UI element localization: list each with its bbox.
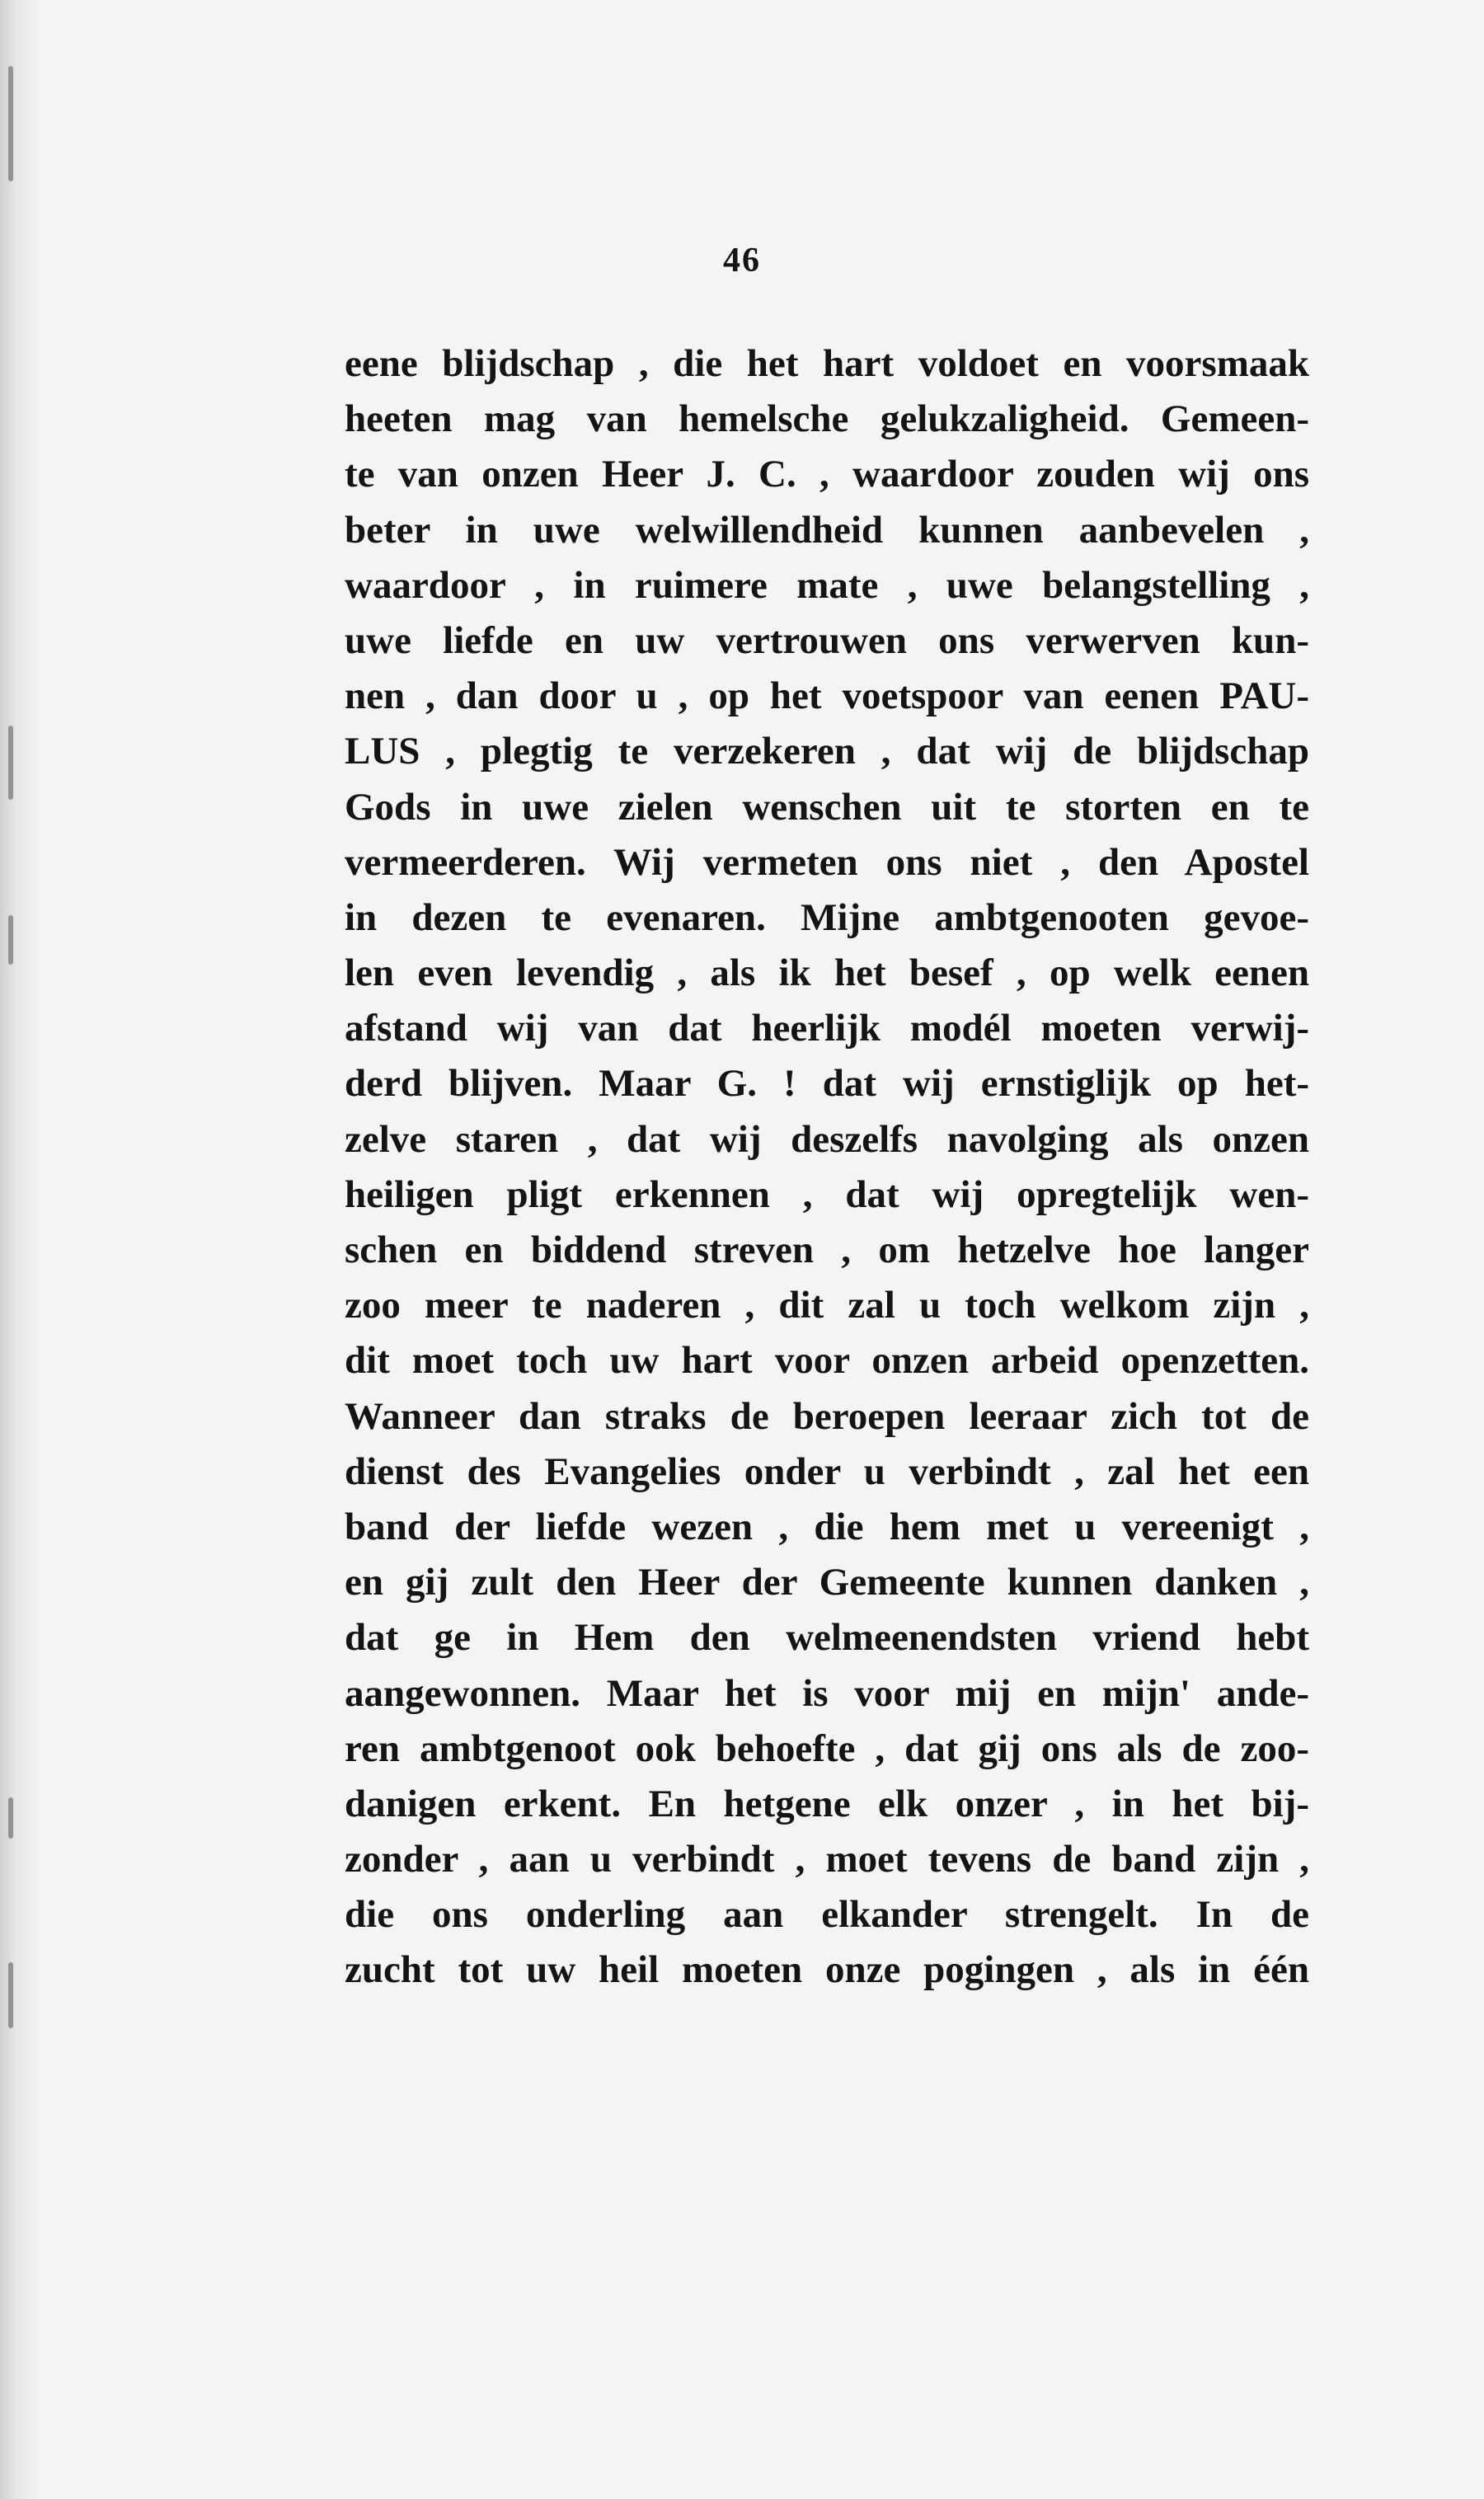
text-line: dienst des Evangelies onder u verbindt , zal het een — [345, 1449, 1309, 1493]
text-line: eene blijdschap , die het hart voldoet en voorsmaak — [345, 342, 1309, 385]
text-line: waardoor , in ruimere mate , uwe belangstelling , — [345, 563, 1309, 607]
binding-mark — [8, 915, 13, 965]
body-text — [345, 336, 1309, 1999]
text-line: dat ge in Hem den welmeenendsten vriend hebt — [345, 1616, 1309, 1660]
text-line: aangewonnen. Maar het is voor mij en mijn' ande- — [345, 1671, 1309, 1715]
text-line: te van onzen Heer J. C. , waardoor zouden wij ons — [345, 453, 1309, 496]
page-number: 46 — [723, 242, 761, 279]
text-line: in dezen te evenaren. Mijne ambtgenooten gevoe- — [345, 895, 1309, 939]
text-line: band der liefde wezen , die hem met u vereenigt , — [345, 1505, 1309, 1548]
text-line: die ons onderling aan elkander strengelt. In de — [345, 1893, 1309, 1937]
text-line: afstand wij van dat heerlijk modél moeten verwij- — [345, 1007, 1309, 1050]
text-line: zelve staren , dat wij deszelfs navolging als onzen — [345, 1117, 1309, 1161]
text-line: beter in uwe welwillendheid kunnen aanbevelen , — [345, 508, 1309, 552]
page-binding-edge — [0, 0, 40, 2499]
text-line: zucht tot uw heil moeten onze pogingen , als in één — [345, 1948, 1309, 1992]
binding-mark — [8, 1962, 13, 2028]
binding-mark — [8, 66, 13, 181]
text-line: nen , dan door u , op het voetspoor van eenen PAU- — [345, 674, 1309, 718]
text-line: danigen erkent. En hetgene elk onzer , in het bij- — [345, 1782, 1309, 1825]
text-line: heiligen pligt erkennen , dat wij opregtelijk wen- — [345, 1172, 1309, 1216]
binding-mark — [8, 1797, 13, 1839]
text-line: dit moet toch uw hart voor onzen arbeid openzetten. — [345, 1339, 1309, 1383]
text-line: Gods in uwe zielen wenschen uit te storten en te — [345, 785, 1309, 829]
text-line: heeten mag van hemelsche gelukzaligheid. Gemeen- — [345, 397, 1309, 441]
binding-mark — [8, 726, 13, 800]
text-line: vermeerderen. Wij vermeten ons niet , den Apostel — [345, 840, 1309, 884]
text-line: zonder , aan u verbindt , moet tevens de band zijn , — [345, 1838, 1309, 1881]
text-line: ren ambtgenoot ook behoefte , dat gij ons als de zoo- — [345, 1726, 1309, 1770]
text-line: en gij zult den Heer der Gemeente kunnen danken , — [345, 1561, 1309, 1604]
text-line: len even levendig , als ik het besef , op welk eenen — [345, 951, 1309, 995]
text-line: uwe liefde en uw vertrouwen ons verwerven kun- — [345, 618, 1309, 662]
text-line: Wanneer dan straks de beroepen leeraar zich tot de — [345, 1394, 1309, 1438]
text-line: derd blijven. Maar G. ! dat wij ernstiglijk op het- — [345, 1062, 1309, 1106]
text-line: schen en biddend streven , om hetzelve hoe langer — [345, 1228, 1309, 1271]
text-line: LUS , plegtig te verzekeren , dat wij de blijdschap — [345, 730, 1309, 773]
text-line: zoo meer te naderen , dit zal u toch welkom zijn , — [345, 1284, 1309, 1327]
